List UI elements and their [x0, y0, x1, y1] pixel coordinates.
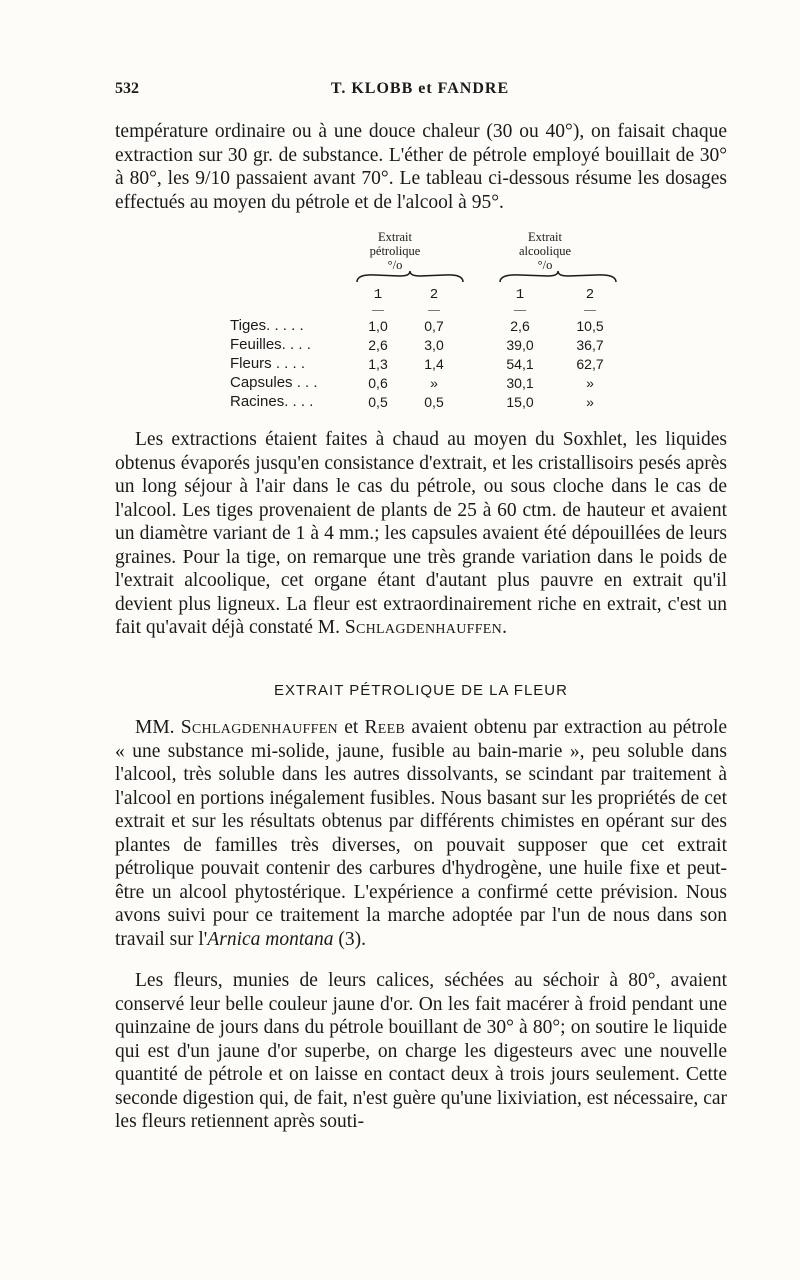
table-cell: 2,6 [368, 337, 388, 353]
col-group-label: Extrait [527, 230, 562, 244]
row-label: Capsules . . . [230, 374, 318, 391]
table-cell: 54,1 [506, 356, 534, 372]
brace-alcoolique [498, 270, 618, 284]
subcol-dash: — [584, 302, 596, 316]
paragraph-intro: température ordinaire ou à une douce chaleur (30 ou 40°), on faisait chaque extraction sur 30 gr. de substance. L'éther de pétrole employé bouillait de 30° à 80°, les 9/10 passaient avant 70°. Le tableau ci-dessous résume les dosages effectués au moyen du pétrole et de l'alcool à 95°. [115, 121, 727, 213]
table-cell: » [586, 375, 594, 391]
extract-table [230, 230, 630, 420]
row-label: Racines. . . . [230, 393, 314, 410]
col-group-label: pétrolique [369, 244, 421, 258]
running-head: T. KLOBB et FANDRE [330, 80, 510, 97]
table-cell: 3,0 [424, 337, 444, 353]
author-name: Schlagdenhauffen. [344, 617, 508, 638]
table-cell: 15,0 [506, 394, 534, 410]
col-group-label: alcoolique [518, 244, 572, 258]
paragraph-mm [115, 716, 727, 951]
subcol-header: 2 [585, 287, 595, 303]
text-conjunction: et [344, 717, 359, 738]
table-cell: 0,5 [368, 394, 388, 410]
page-number: 532 [115, 80, 139, 97]
section-title: EXTRAIT PÉTROLIQUE DE LA FLEUR [274, 682, 568, 699]
subcol-header: 1 [373, 287, 383, 303]
reference-number: (3). [338, 928, 367, 950]
page-header [115, 80, 725, 102]
col-group-unit: °/o [387, 258, 403, 272]
table-cell: 30,1 [506, 375, 534, 391]
table-cell: 39,0 [506, 337, 534, 353]
subcol-header: 1 [515, 287, 525, 303]
subcol-dash: — [372, 302, 384, 316]
author-name: Schlagdenhauffen [180, 717, 338, 738]
author-name: Reeb [364, 717, 406, 738]
text-article: l' [198, 928, 208, 950]
table-cell: 0,7 [424, 318, 444, 334]
paragraph-text: Les extractions étaient faites à chaud au moyen du Soxhlet, les liquides obtenus évaporés jusqu'en consistance d'extrait, et les cristallisoirs pesés après un long séjour à l'air dans le cas du pétrole, ou sous cloche dans le cas de l'alcool. Les tiges provenaient de plants de 25 à 60 ctm. de hauteur et avaient un diamètre variant de 1 à 4 mm.; les capsules avaient été dépouillées de leurs graines. Pour la tige, on remarque une très grande variation dans le poids de l'extrait alcoolique, cet organe étant d'autant plus pauvre en extrait qu'il devient plus ligneux. La fleur est extraordinairement riche en extrait, c'est un fait qu'avait déjà constaté M. [115, 429, 727, 638]
col-group-label: Extrait [377, 230, 412, 244]
paragraph-fleurs: Les fleurs, munies de leurs calices, séchées au séchoir à 80°, avaient conservé leur belle couleur jaune d'or. On les fait macérer à froid pendant une quinzaine de jours dans du pétrole bouillant de 30° à 80°; on soutire le liquide qui est d'un jaune d'or superbe, on charge les digesteurs avec une nouvelle quantité de pétrole et on laisse en contact deux à trois jours seulement. Cette seconde digestion qui, de fait, n'est guère qu'une lixiviation, est nécessaire, car les fleurs retiennent après souti- [115, 970, 727, 1132]
table-cell: 1,0 [368, 318, 388, 334]
table-cell: 2,6 [510, 318, 530, 334]
subcol-dash: — [428, 302, 440, 316]
col-group-alcoolique [495, 230, 595, 272]
paragraph-text: avaient obtenu par extraction au pétrole « une substance mi-solide, jaune, fusible au bain-marie », peu soluble dans l'alcool, très soluble dans les autres dissolvants, se scindant par traitement à l'alcool en portions inégalement fusibles. Nous basant sur les propriétés de cet extrait et sur les résultats obtenus par différents chimistes en opérant sur des plantes de familles très diverses, on pouvait supposer que cet extrait pétrolique pouvait contenir des carbures d'hydrogène, une huile fixe et peut-être un alcool phytostérique. L'expérience a confirmé cette prévision. Nous avons suivi pour ce traitement la marche adoptée par l'un de nous dans son travail sur [115, 717, 728, 950]
brace-petrolique [355, 270, 465, 284]
col-group-petrolique [350, 230, 440, 272]
table-cell: 1,3 [368, 356, 388, 372]
table-cell: 62,7 [576, 356, 604, 372]
row-label: Feuilles. . . . [230, 336, 311, 353]
table-cell: » [430, 375, 438, 391]
text-prefix: MM. [135, 717, 175, 738]
table-cell: 36,7 [576, 337, 604, 353]
table-cell: 0,5 [424, 394, 444, 410]
col-group-unit: °/o [537, 258, 553, 272]
row-label: Fleurs . . . . [230, 355, 306, 372]
subcol-header: 2 [429, 287, 439, 303]
table-cell: 0,6 [368, 375, 388, 391]
row-label: Tiges. . . . . [230, 317, 304, 334]
paragraph-extractions [115, 428, 727, 640]
species-name: Arnica montana [207, 928, 334, 950]
table-cell: » [586, 394, 594, 410]
table-cell: 1,4 [424, 356, 444, 372]
subcol-dash: — [514, 302, 526, 316]
table-cell: 10,5 [576, 318, 604, 334]
